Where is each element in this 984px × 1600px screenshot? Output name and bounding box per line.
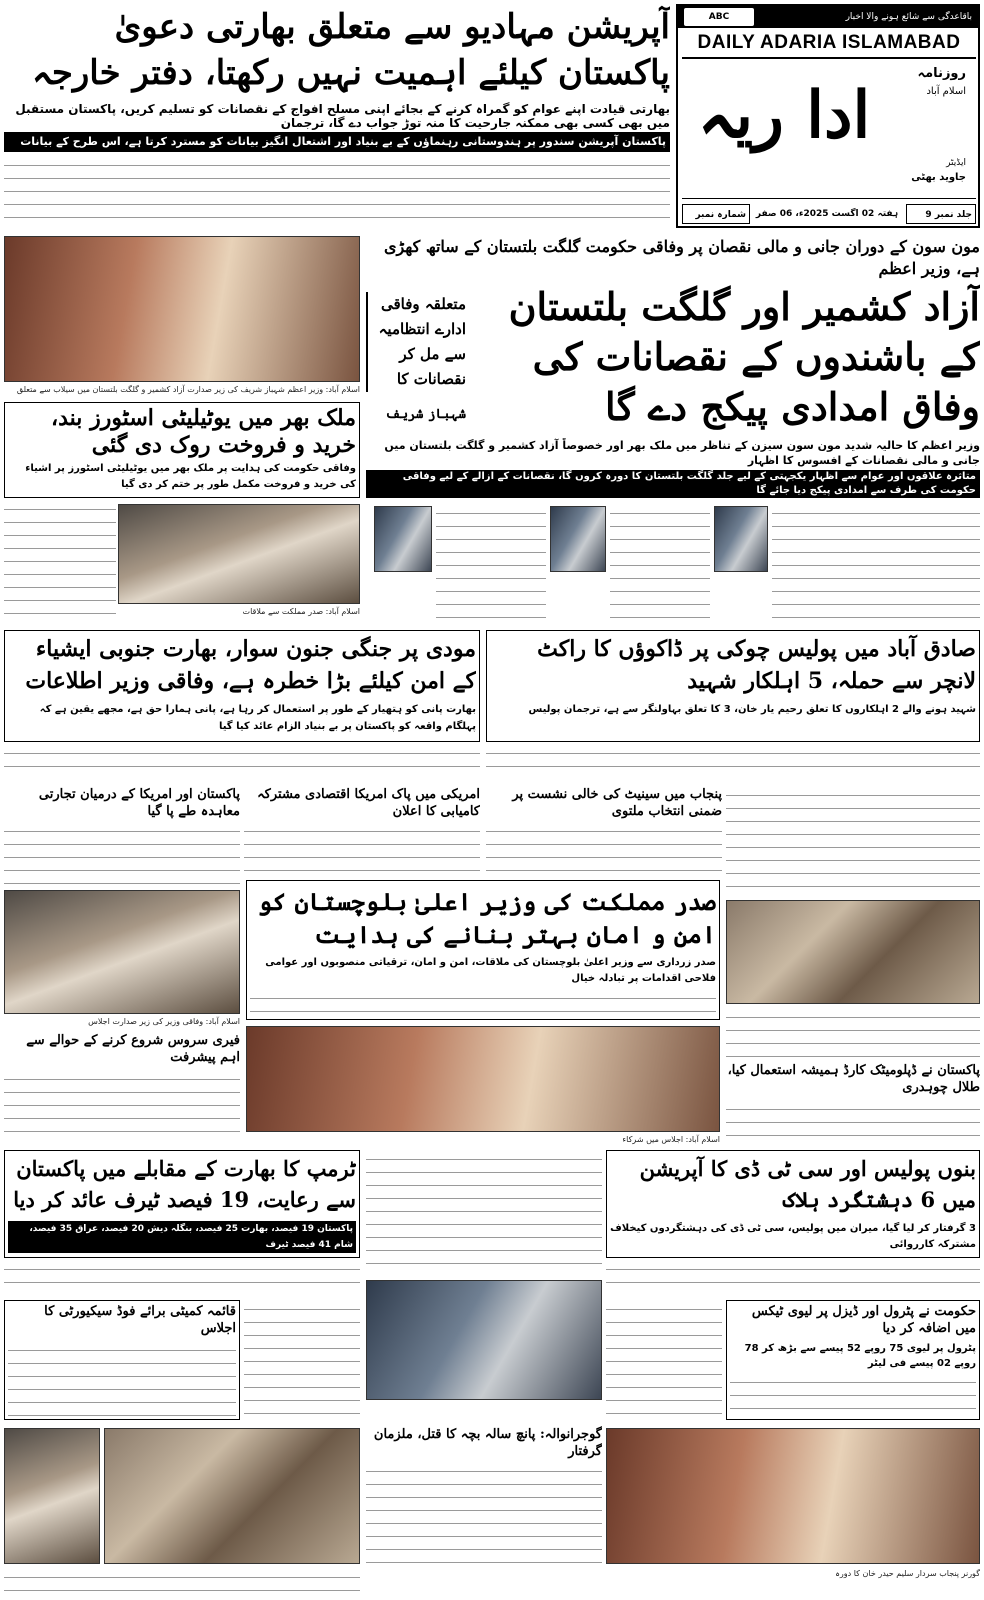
petrol-body	[730, 1373, 976, 1417]
diplomat-body	[726, 1100, 980, 1142]
row3-body-left	[4, 822, 240, 886]
bottom-photo-left-1	[4, 1428, 100, 1564]
tariff-box	[4, 1150, 360, 1258]
lead-subdeck: پاکستان آپریشن سندور پر ہندوستانی رہنماؤں کے بے بنیاد اور اشتعال انگیز بیانات کو مسترد کرتا ہے، اس طرح کے بیانات	[4, 132, 670, 152]
senate-poll-headline: پنجاب میں سینیٹ کی خالی نشست پر ضمنی انتخاب ملتوی	[512, 787, 722, 819]
urdu-name: ادا ریہ	[697, 78, 871, 153]
tariff-body	[4, 1260, 360, 1294]
flood-attribution: شہباز شریف	[385, 407, 466, 422]
governor-meeting-photo	[726, 900, 980, 1004]
ferry-headline: فیری سروس شروع کرنے کے حوالے سے اہم پیشرفت	[26, 1033, 240, 1065]
governor-meeting-body	[726, 1008, 980, 1058]
roznama-label: روزنامہ	[917, 66, 966, 81]
cabinet-photo-caption: اسلام آباد: اجلاس میں شرکاء	[622, 1135, 720, 1144]
masthead	[676, 4, 980, 228]
centre-column-body	[366, 1150, 602, 1276]
food-security-box	[4, 1300, 240, 1420]
lead-body-text	[4, 156, 670, 228]
bottom-left-caption-lines	[4, 1568, 360, 1594]
abc-badge: ABC	[684, 8, 754, 26]
lead-headline: آپریشن مہادیو سے متعلق بھارتی دعویٰ پاکستان کیلئے اہمیت نہیں رکھتا، دفتر خارجہ	[31, 7, 670, 93]
row3-body-right	[486, 822, 722, 876]
bannu-deck: 3 گرفتار کر لیا گیا، میران میں پولیس، سی ٹی ڈی کی دہشتگردوں کیخلاف مشترکہ کارروائی	[610, 1223, 976, 1250]
modi-deck: بھارت پانی کو ہتھیار کے طور پر استعمال کر رہا ہے، پانی ہمارا حق ہے، مجھے یقین ہے کہ پہلگام واقعہ کو پاکستان پر بے بنیاد الزام عائد کیا گیا	[39, 704, 476, 732]
flood-kicker: مون سون کے دوران جانی و مالی نقصان پر وفاقی حکومت گلگت بلتستان کے ساتھ کھڑی ہے، وزیر اعظم	[383, 237, 980, 278]
portrait-3	[374, 506, 432, 572]
sadiqabad-box	[486, 630, 980, 742]
bannu-box	[606, 1150, 980, 1258]
portrait-1	[714, 506, 768, 572]
lead-deck: بھارتی قیادت اپنے عوام کو گمراہ کرنے کے بجائے اپنی مسلح افواج کے نقصانات کو تسلیم کریں، پاکستان مستقبل میں بھی کسی بھی ممکنہ جارحیت کا منہ توڑ جواب دے گا، ترجمان	[15, 102, 670, 130]
pm-meeting-caption: اسلام آباد: وزیر اعظم شہباز شریف کی زیر صدارت آزاد کشمیر و گلگت بلتستان میں سیلاب سے متعلق	[16, 385, 360, 394]
masthead-rule	[682, 57, 976, 59]
row3-body-mid	[244, 822, 480, 876]
meeting-photo-left-caption: اسلام آباد: وفاقی وزیر کی زیر صدارت اجلاس	[88, 1017, 240, 1026]
senate-headline: امریکی میں پاک امریکا اقتصادی مشترکہ کامیابی کا اعلان	[257, 787, 480, 819]
editor-label: ایڈیٹر	[946, 158, 966, 168]
president-story-box	[246, 880, 720, 1020]
sadiqabad-deck: شہید ہونے والے 2 اہلکاروں کا تعلق رحیم یار خان، 3 کا تعلق بہاولنگر سے ہے، ترجمان پولیس	[528, 704, 976, 715]
petrol-headline: حکومت نے پٹرول اور ڈیزل پر لیوی ٹیکس میں اضافہ کر دیا	[751, 1304, 976, 1336]
food-security-headline: قائمہ کمیٹی برائے فوڈ سیکیورٹی کا اجلاس	[44, 1304, 236, 1336]
modi-story-box	[4, 630, 480, 742]
bottom-photo-right-caption: گورنر پنجاب سردار سلیم حیدر خان کا دورہ	[835, 1569, 980, 1578]
utility-stores-body	[4, 500, 116, 622]
pm-meeting-photo	[4, 236, 360, 382]
city-label: اسلام آباد	[926, 86, 966, 97]
flood-deck: وزیر اعظم کا حالیہ شدید مون سون سیزن کے تناظر میں ملک بھر اور خصوصاً آزاد کشمیر و گلگت بلتستان میں جانی و مالی نقصانات کے افسوس کا اظہار	[384, 439, 980, 467]
flood-subdeck: متاثرہ علاقوں اور عوام سے اظہار یکجہتی کے لیے جلد گلگت بلتستان کا دورہ کروں گا، نقصانات کے ازالے کے لیے وفاقی حکومت کی طرف سے امدادی پیکج دیا جائے گا	[366, 470, 980, 498]
president-meeting-photo	[118, 504, 360, 604]
portrait-2	[550, 506, 606, 572]
cabinet-photo	[246, 1026, 720, 1132]
volume-number: جلد نمبر 9	[906, 204, 976, 224]
us-pak-headline: پاکستان اور امریکا کے درمیان تجارتی معاہدہ طے پا گیا	[38, 787, 240, 819]
tariff-deck: پاکستان 19 فیصد، بھارت 25 فیصد، بنگلہ دیش 20 فیصد، عراق 35 فیصد، شام 41 فیصد ٹیرف	[8, 1221, 356, 1253]
bottom-photo-right	[606, 1428, 980, 1564]
tariff-headline: ٹرمپ کا بھارت کے مقابلے میں پاکستان سے رعایت، 19 فیصد ٹیرف عائد کر دیا	[13, 1156, 356, 1212]
flood-side-note: متعلقہ وفاقی ادارے انتظامیہ سے مل کر نقصانات کا	[366, 292, 466, 392]
issue-date: ہفتہ 02 اگست 2025ء، 06 صفر	[755, 209, 899, 219]
president-headline: صدر مملکت کی وزیر اعلیٰ بلوچستان کو امن و امان بہتر بنانے کی ہدایت	[258, 887, 716, 949]
president-deck: صدر زرداری سے وزیر اعلیٰ بلوچستان کی ملاقات، امن و امان، ترقیاتی منصوبوں اور عوامی فلاحی اقدامات پر تبادلہ خیال	[265, 957, 716, 984]
masthead-tagline: باقاعدگی سے شائع ہونے والا اخبار	[845, 12, 972, 22]
editor-name: جاوید بھٹی	[911, 172, 966, 183]
president-body	[250, 989, 716, 1017]
modi-body	[4, 744, 480, 778]
flood-headline: آزاد کشمیر اور گلگت بلتستان کے باشندوں کے نقصانات کی وفاق امدادی پیکج دے گا	[508, 284, 980, 429]
bottom-photo-left-2	[104, 1428, 360, 1564]
modi-headline: مودی پر جنگی جنون سوار، بھارت جنوبی ایشیاء کے امن کیلئے بڑا خطرہ ہے، وفاقی وزیر اطلاعات	[25, 636, 476, 694]
utility-stores-headline: ملک بھر میں یوٹیلیٹی اسٹورز بند، خرید و فروخت روک دی گئی	[51, 405, 356, 458]
ferry-body	[4, 1070, 240, 1142]
bannu-headline: بنوں پولیس اور سی ٹی ڈی کا آپریشن میں 6 دہشتگرد ہلاک	[639, 1156, 976, 1212]
flood-body-col-3	[436, 504, 546, 622]
bannu-body	[606, 1260, 980, 1294]
utility-stores-deck: وفاقی حکومت کی ہدایت پر ملک بھر میں یوٹیلیٹی اسٹورز پر اشیاء کی خرید و فروخت مکمل طور پر ختم کر دی گیا	[25, 463, 356, 490]
flood-body-col-1	[772, 504, 980, 622]
meeting-photo-left	[4, 890, 240, 1014]
diplomat-headline: پاکستان نے ڈپلومیٹک کارڈ ہمیشہ استعمال کیا، طلال چوہدری	[727, 1063, 980, 1095]
president-meeting-caption: اسلام آباد: صدر مملکت سے ملاقات	[242, 607, 360, 616]
masthead-bottom-rule	[682, 198, 976, 199]
issue-number: شمارہ نمبر	[682, 204, 750, 224]
petrol-box	[726, 1300, 980, 1420]
english-name: DAILY ADARIA ISLAMABAD	[697, 32, 961, 53]
press-conference-photo	[366, 1280, 602, 1400]
sadiqabad-headline: صادق آباد میں پولیس چوکی پر ڈاکوؤں کا راکٹ لانچر سے حملہ، 5 اہلکار شہید	[537, 636, 976, 694]
food-security-body	[8, 1341, 236, 1417]
row3-body-far-right	[726, 786, 980, 896]
sadiqabad-body	[486, 744, 980, 778]
nephew-headline: گوجرانوالہ: پانچ سالہ بچہ کا قتل، ملزمان گرفتار	[373, 1427, 602, 1459]
utility-stores-box	[4, 402, 360, 498]
row5-body-mid	[606, 1300, 722, 1420]
petrol-deck: پٹرول پر لیوی 75 روپے 52 پیسے سے بڑھ کر 78 روپے 02 پیسے فی لیٹر	[744, 1343, 976, 1369]
row5-body-left	[244, 1300, 360, 1420]
flood-body-col-2	[610, 504, 710, 622]
bottom-centre-body	[366, 1462, 602, 1564]
